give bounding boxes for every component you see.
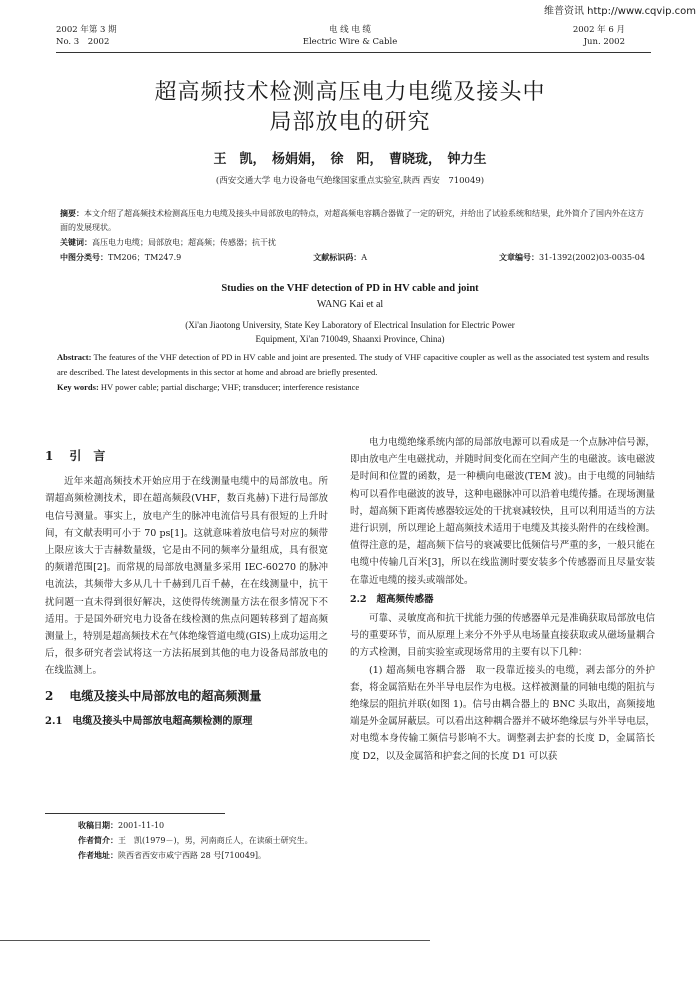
doc-value: A bbox=[361, 253, 368, 262]
left-column bbox=[45, 442, 328, 736]
address-value: 陕西省西安市咸宁西路 28 号[710049]。 bbox=[118, 851, 267, 860]
section-2-2-heading bbox=[350, 591, 655, 608]
footnote-rule bbox=[45, 813, 225, 814]
english-title: Studies on the VHF detection of PD in HV cable and joint bbox=[221, 283, 479, 294]
english-abstract-block bbox=[57, 350, 649, 395]
issue-en: No. 3 2002 bbox=[56, 37, 110, 47]
intro-paragraph: 近年来超高频技术开始应用于在线测量电缆中的局部放电。所谓超高频检测技术，即在超高频段(VHF，数百兆赫)下进行局部放电信号测量。事实上，放电产生的脉冲电流信号具有很短的上升时间，有文献表明可小于 70 ps[1]。这就意味着放电信号对应的频带上限应该大于吉赫数量级，它是由不同的频率分量组成，具有很宽的频谱范围[2]。而常规的局部放电测量多采用 IEC-60270 的脉冲电流法，其频带大多从几十千赫到几百千赫，在在线测量中，抗干扰问题一直未得到很好解决，这使得传统测量方法在很多情况下不适用。于是国外研究电力设备在线检测的焦点问题转移到了超高频测量上，特别是超高频技术在气体绝缘管道电缆(GIS)上成功运用之后，很多研究者尝试将这一方法拓展到其他的电力设备局部放电的在线监测上。 bbox=[45, 476, 328, 677]
doc-code bbox=[313, 250, 367, 265]
doc-label: 文献标识码： bbox=[313, 252, 362, 262]
section-title: 电缆及接头中局部放电的超高频测量 bbox=[69, 688, 262, 703]
subsection-number: 2.1 bbox=[45, 715, 63, 727]
keywords-label: 关键词： bbox=[60, 237, 92, 247]
abstract-text: 本文介绍了超高频技术检测高压电力电缆及接头中局部放电的特点，对超高频电容耦合器做了一定的研究，并给出了试验系统和结果，此外简介了国内外在这方面的发展现状。 bbox=[60, 209, 644, 232]
art-value: 31-1392(2002)03-0035-04 bbox=[539, 253, 645, 262]
author-address bbox=[78, 848, 328, 863]
issue-cn: 2002 年第 3 期 bbox=[56, 25, 117, 35]
date-cn: 2002 年 6 月 bbox=[572, 25, 625, 35]
chinese-keywords bbox=[60, 235, 645, 250]
header-rule bbox=[56, 52, 651, 53]
subsection-title: 电缆及接头中局部放电超高频检测的原理 bbox=[72, 715, 253, 727]
paper-title bbox=[0, 78, 700, 138]
section-1-heading bbox=[45, 448, 328, 465]
address-label: 作者地址： bbox=[78, 850, 118, 860]
title-line-2: 局部放电的研究 bbox=[269, 110, 431, 135]
english-affiliation bbox=[0, 318, 700, 346]
english-keywords bbox=[57, 380, 649, 395]
author-bio bbox=[78, 833, 328, 848]
abstract-label: 摘要： bbox=[60, 208, 84, 218]
art-label: 文章编号： bbox=[499, 252, 540, 262]
en-abstract-text: The features of the VHF detection of PD in HV cable and joint are presented. The study of VHF capacitive coupler as well as the associated test system and results are described. The latest developments in this sector at home and abroad are briefly presented. bbox=[57, 352, 649, 377]
received-date bbox=[78, 818, 328, 833]
right-column bbox=[350, 434, 655, 765]
section-number: 1 bbox=[45, 449, 54, 463]
article-number bbox=[499, 250, 645, 265]
section-2-1-heading bbox=[45, 713, 328, 730]
sensor-paragraph: 可靠、灵敏度高和抗干扰能力强的传感器单元是准确获取局部放电信号的重要环节，而从原理上来分不外乎从电场量直接获取或从磁场量耦合的方式检测，目前实验室或现场常用的主要有以下几种： bbox=[350, 613, 655, 659]
clc-label: 中图分类号： bbox=[60, 252, 108, 262]
bio-value: 王 凯(1979－)，男，河南商丘人，在读硕士研究生。 bbox=[118, 836, 313, 845]
section-number: 2 bbox=[45, 688, 54, 703]
affiliation: (西安交通大学 电力设备电气绝缘国家重点实验室,陕西 西安 710049) bbox=[215, 176, 485, 186]
coupler-paragraph: (1) 超高频电容耦合器 取一段靠近接头的电缆，剥去部分的外护套，将金属箔贴在外半导电层作为电极。这样被测量的同轴电缆的阻抗与绝缘层的阻抗并联(如图 1)。信号由耦合器上的 BNC 头取出，高频接地端是外金属屏蔽层。可以看出这种耦合器并不破坏绝缘层与外半导电层，对电缆本身传输工频信号影响不大。调整剥去护套的长度 D，金属箔长度 D2，以及金属箔和护套之间的长度 D1 可以获 bbox=[350, 664, 655, 762]
date-en: Jun. 2002 bbox=[583, 37, 625, 47]
en-abstract-label: Abstract: bbox=[57, 352, 92, 362]
keywords-text: 高压电力电缆；局部放电；超高频；传感器；抗干扰 bbox=[92, 238, 276, 247]
section-2-heading bbox=[45, 688, 328, 705]
principle-paragraph: 电力电缆绝缘系统内部的局部放电源可以看成是一个点脉冲信号源，即由放电产生电磁扰动，并随时间变化而在空间产生的电磁波。该电磁波是时间和位置的函数，是一种横向电磁波(TEM 波)。由于电缆的同轴结构可以看作电磁波的波导，这种电磁脉冲可以沿着电缆传播。在现场测量时，超高频下距离传感器较远处的干扰衰减较快，且可以利用适当的方法进行识别，所以理论上超高频技术适用于电缆及其接头附件的在线检测。值得注意的是，超高频下信号的衰减要比低频信号严重的多，一般只能在电缆中传输几百米[3]，所以在线监测时要安装多个传感器而且尽量安装在靠近电缆的接头或端部处。 bbox=[350, 437, 655, 586]
english-author: WANG Kai et al bbox=[316, 299, 384, 310]
watermark: 维普资讯 http://www.cqvip.com bbox=[543, 6, 696, 17]
bio-label: 作者简介： bbox=[78, 835, 118, 845]
bottom-rule bbox=[0, 940, 430, 941]
clc-value: TM206；TM247.9 bbox=[108, 253, 182, 262]
footnote bbox=[78, 818, 328, 863]
journal-name-cn: 电 线 电 缆 bbox=[328, 25, 372, 35]
chinese-abstract bbox=[60, 206, 645, 235]
en-keywords-text: HV power cable; partial discharge; VHF; transducer; interference resistance bbox=[98, 382, 360, 392]
chinese-abstract-block bbox=[60, 206, 645, 265]
subsection-title: 超高频传感器 bbox=[376, 593, 434, 605]
subsection-number: 2.2 bbox=[350, 593, 367, 605]
english-affil-line-1: (Xi'an Jiaotong University, State Key Laboratory of Electrical Insulation for Electric Power bbox=[185, 320, 515, 330]
english-abstract bbox=[57, 350, 649, 380]
received-value: 2001-11-10 bbox=[118, 821, 165, 830]
clc-number bbox=[60, 250, 181, 265]
classification-row bbox=[60, 250, 645, 265]
en-keywords-label: Key words: bbox=[57, 382, 99, 392]
english-affil-line-2: Equipment, Xi'an 710049, Shaanxi Province, China) bbox=[255, 334, 445, 344]
journal-date bbox=[573, 24, 625, 48]
authors: 王 凯， 杨娟娟， 徐 阳， 曹晓珑， 钟力生 bbox=[213, 152, 487, 167]
received-label: 收稿日期： bbox=[78, 820, 118, 830]
journal-name-en: Electric Wire & Cable bbox=[302, 37, 398, 47]
section-title: 引 言 bbox=[69, 449, 106, 463]
title-line-1: 超高频技术检测高压电力电缆及接头中 bbox=[154, 80, 546, 105]
